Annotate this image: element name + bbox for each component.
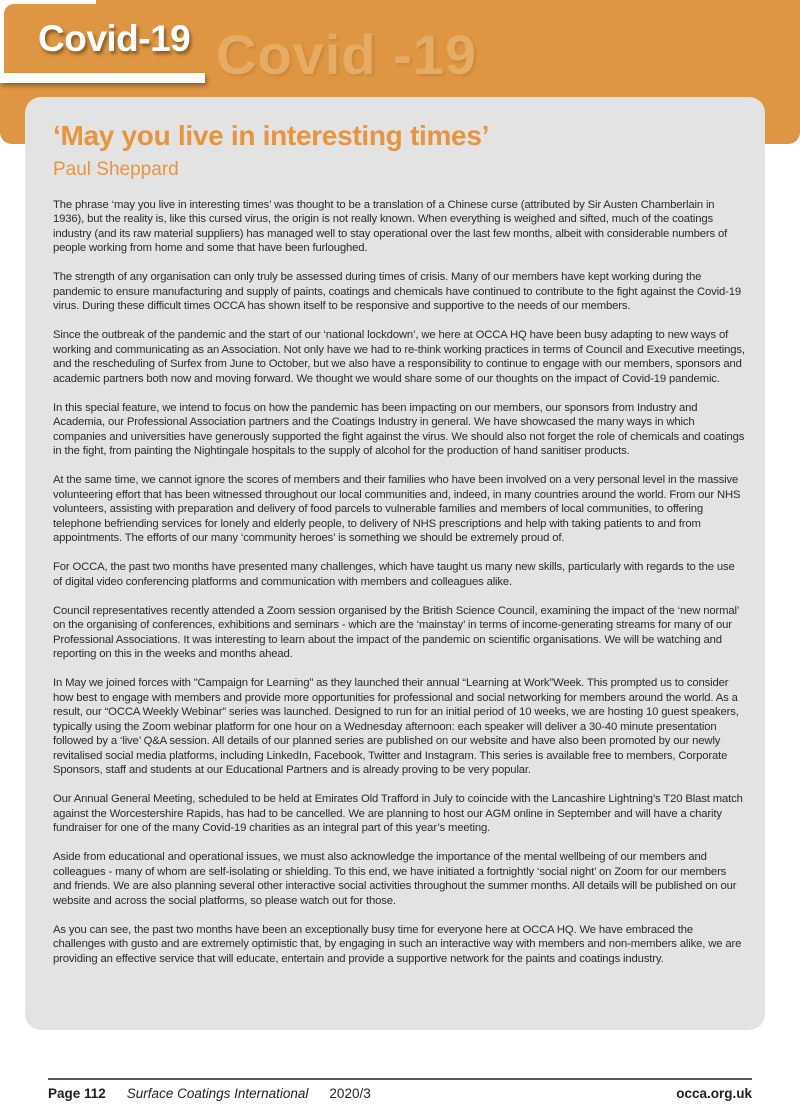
article-paragraph: In May we joined forces with "Campaign for Learning" as they launched their annual “Learning at Work”Week. This prompted us to consider how best to engage with members and provide more opportunities for professional and social networking for members around the world. As a result, our “OCCA Weekly Webinar” series was launched. Designed to run for an initial period of 10 weeks, we are hosting 10 guest speakers, typically using the Zoom webinar platform for one hour on a Wednesday afternoon: each speaker will deliver a 30-40 minute presentation followed by a ‘live’ Q&A session. All details of our planned series are published on our website and have also been promoted by our newly revitalised social media platforms, including LinkedIn, Facebook, Twitter and Instagram. This series is available free to members, Corporate Sponsors, staff and students at our Educational Partners and is already proving to be very popular.	[53, 677, 739, 777]
article-paragraph: Council representatives recently attended a Zoom session organised by the British Science Council, examining the impact of the ‘new normal’ on the organising of conferences, exhibitions and seminars - which are the ‘mainstay’ in terms of income-generating streams for many of our Professional Associations. It was interesting to learn about the impact of the pandemic on scientific organisations. We will be watching and reporting on this in the weeks and months ahead.	[53, 604, 739, 661]
article-title: ‘May you live in interesting times’	[53, 120, 490, 151]
article-body	[53, 198, 745, 967]
article-paragraph: As you can see, the past two months have been an exceptionally busy time for everyone here at OCCA HQ. We have embraced the challenges with gusto and are extremely optimistic that, by engaging in such an interactive way with members and non-members alike, we are providing an effective service that will educate, entertain and provide a supportive network for the paints and coatings industry.	[53, 923, 742, 965]
footer-rule	[48, 1078, 752, 1080]
article-paragraph: The strength of any organisation can only truly be assessed during times of crisis. Many of our members have kept working during the pandemic to ensure manufacturing and supply of paints, coatings and chemicals have continued to contribute to the fight against the Covid-19 virus. During these difficult times OCCA has shown itself to be responsive and supportive to the needs of our members.	[53, 271, 742, 313]
website-url: occa.org.uk	[676, 1086, 752, 1101]
article-paragraph: For OCCA, the past two months have presented many challenges, which have taught us many new skills, particularly with regards to the use of digital video conferencing platforms and communication with members and colleagues alike.	[53, 561, 735, 588]
article-paragraph: The phrase ‘may you live in interesting times’ was thought to be a translation of a Chinese curse (attributed by Sir Austen Chamberlain in 1936), but the reality is, like this cursed virus, the origin is not really known. When everything is weighed and sifted, much of the coatings industry (and its raw material suppliers) has managed well to stay operational over the last few months, albeit with considerable numbers of people working from home and some that have been furloughed.	[53, 198, 728, 255]
covid-watermark-text: Covid -19	[216, 23, 478, 86]
article-paragraph: At the same time, we cannot ignore the scores of members and their families who have been involved on a very personal level in the massive volunteering effort that has been witnessed throughout our local communities and, indeed, in many countries around the world. From our NHS volunteers, assisting with preparation and delivery of food parcels to vulnerable families and members of local communities, to offering telephone befriending services for lonely and elderly people, to delivery of NHS prescriptions and help with taking patients to and from appointments. The efforts of our many ‘community heroes’ is something we should be extremely proud of.	[53, 474, 741, 545]
article-paragraph: Aside from educational and operational issues, we must also acknowledge the importance of the mental wellbeing of our members and colleagues - many of whom are self-isolating or shielding. To this end, we have initiated a fortnightly ‘social night’ on Zoom for our members and friends. We are also planning several other interactive social activities throughout the summer months. All details will be published on our website and across the social platforms, so please watch out for those.	[53, 851, 737, 907]
section-kicker-title: Covid-19	[38, 18, 191, 59]
journal-title: Surface Coatings International	[126, 1086, 309, 1101]
article-card	[25, 97, 765, 1030]
article-author: Paul Sheppard	[53, 158, 179, 180]
footer-row	[48, 1086, 752, 1101]
article-paragraph: Since the outbreak of the pandemic and the start of our ‘national lockdown’, we here at OCCA HQ have been busy adapting to new ways of working and communicating as an Association. Not only have we had to re-think working practices in terms of Council and Executive meetings, and the rescheduling of Surfex from June to October, but we also have a responsibility to continue to engage with our members, sponsors and academic partners both now and moving forward. We thought we would share some of our thoughts on the impact of Covid-19 pandemic.	[53, 329, 745, 385]
header-rounded-corner	[4, 4, 26, 26]
issue-number: 2020/3	[329, 1086, 371, 1101]
header-top-margin	[0, 0, 96, 4]
header-left-margin	[0, 0, 4, 74]
kicker-underline-bar	[0, 73, 205, 83]
article-paragraph: Our Annual General Meeting, scheduled to be held at Emirates Old Trafford in July to coincide with the Lancashire Lightning’s T20 Blast match against the Worcestershire Rapids, has had to be cancelled. We are planning to host our AGM online in September and will have a charity fundraiser for one of the many Covid-19 charities as an integral part of this year’s meeting.	[53, 793, 743, 835]
article-paragraph: In this special feature, we intend to focus on how the pandemic has been impacting on our members, our sponsors from Industry and Academia, our Professional Association partners and the Coatings Industry in general. We have showcased the many ways in which companies and universities have generously supported the fight against the virus. We should also not forget the role of chemicals and coatings in the fight, from painting the Nightingale hospitals to the supply of alcohol for the production of hand sanitiser products.	[53, 401, 745, 458]
page-number: Page 112	[48, 1086, 106, 1101]
